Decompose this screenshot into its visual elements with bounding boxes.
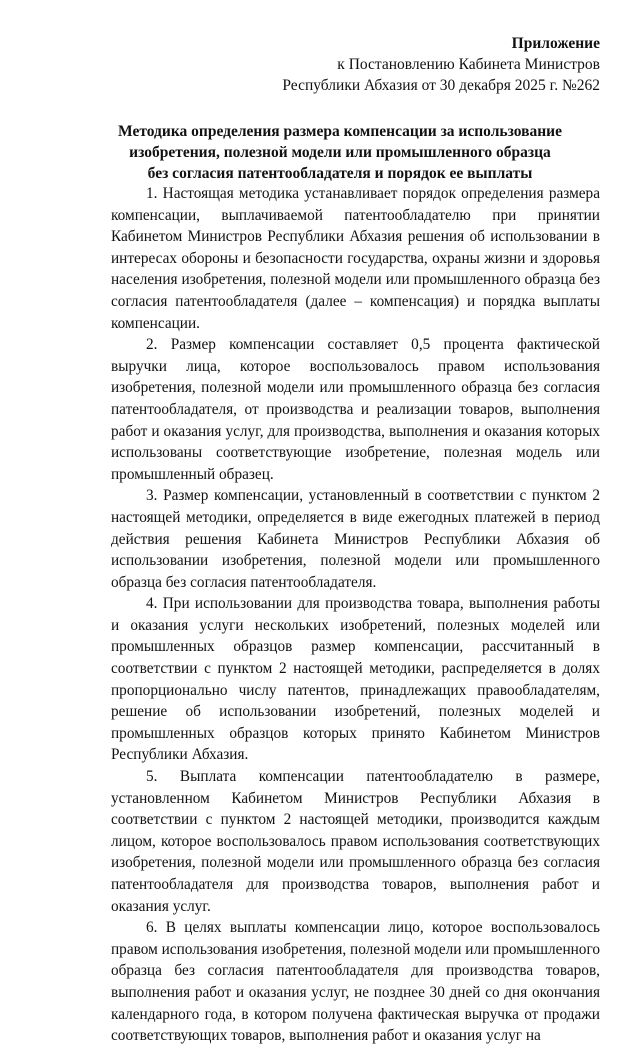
document-heading bbox=[60, 121, 620, 184]
heading-line-2: изобретения, полезной модели или промышленного образца bbox=[129, 144, 551, 161]
heading-line-1: Методика определения размера компенсации за использование bbox=[118, 123, 562, 140]
appendix-block bbox=[282, 33, 600, 96]
document-body bbox=[111, 183, 600, 1047]
paragraph-3: 3. Размер компенсации, установленный в соответствии с пунктом 2 настоящей методики, определяется в виде ежегодных платежей в период действия решения Кабинета Министров Республики Абхазия об использовании изобретения, полезной модели или промышленного образца без согласия патентообладателя. bbox=[111, 487, 600, 591]
appendix-line-1: к Постановлению Кабинета Министров bbox=[337, 56, 600, 73]
appendix-line-2: Республики Абхазия от 30 декабря 2025 г. №262 bbox=[282, 77, 600, 94]
paragraph-6: 6. В целях выплаты компенсации лицо, которое воспользовалось правом использования изобретения, полезной модели или промышленного образца без согласия патентообладателя для производства товаров, выполнения работ и оказания услуг, не позднее 30 дней со дня окончания календарного года, в котором получена фактическая выручка от продажи соответствующих товаров, выполнения работ и оказания услуг на bbox=[111, 919, 600, 1045]
paragraph-1: 1. Настоящая методика устанавливает порядок определения размера компенсации, выплачиваемой патентообладателю при принятии Кабинетом Министров Республики Абхазия решения об использовании в интересах обороны и безопасности государства, охраны жизни и здоровья населения изобретения, полезной модели или промышленного образца без согласия патентообладателя (далее – компенсация) и порядка выплаты компенсации. bbox=[111, 185, 600, 332]
appendix-title: Приложение bbox=[511, 35, 600, 52]
heading-line-3: без согласия патентообладателя и порядок ее выплаты bbox=[147, 165, 533, 182]
paragraph-2: 2. Размер компенсации составляет 0,5 процента фактической выручки лица, которое воспользовалось правом использования изобретения, полезной модели или промышленного образца без согласия патентообладателя, от производства и реализации товаров, выполнения работ и оказания услуг, для производства, выполнения и оказания которых использованы соответствующие изобретение, полезная модель или промышленный образец. bbox=[111, 336, 600, 483]
paragraph-5: 5. Выплата компенсации патентообладателю в размере, установленном Кабинетом Министров Республики Абхазия в соответствии с пунктом 2 настоящей методики, производится каждым лицом, которое воспользовалось правом использования соответствующих изобретения, полезной модели или промышленного образца без согласия патентообладателя для производства товаров, выполнения работ и оказания услуг. bbox=[111, 768, 600, 915]
paragraph-4: 4. При использовании для производства товара, выполнения работы и оказания услуги нескольких изобретений, полезных моделей или промышленных образцов размер компенсации, рассчитанный в соответствии с пунктом 2 настоящей методики, распределяется в долях пропорционально числу патентов, принадлежащих правообладателям, решение об использовании изобретений, полезных моделей и промышленных образцов которых принято Кабинетом Министров Республики Абхазия. bbox=[111, 595, 600, 764]
